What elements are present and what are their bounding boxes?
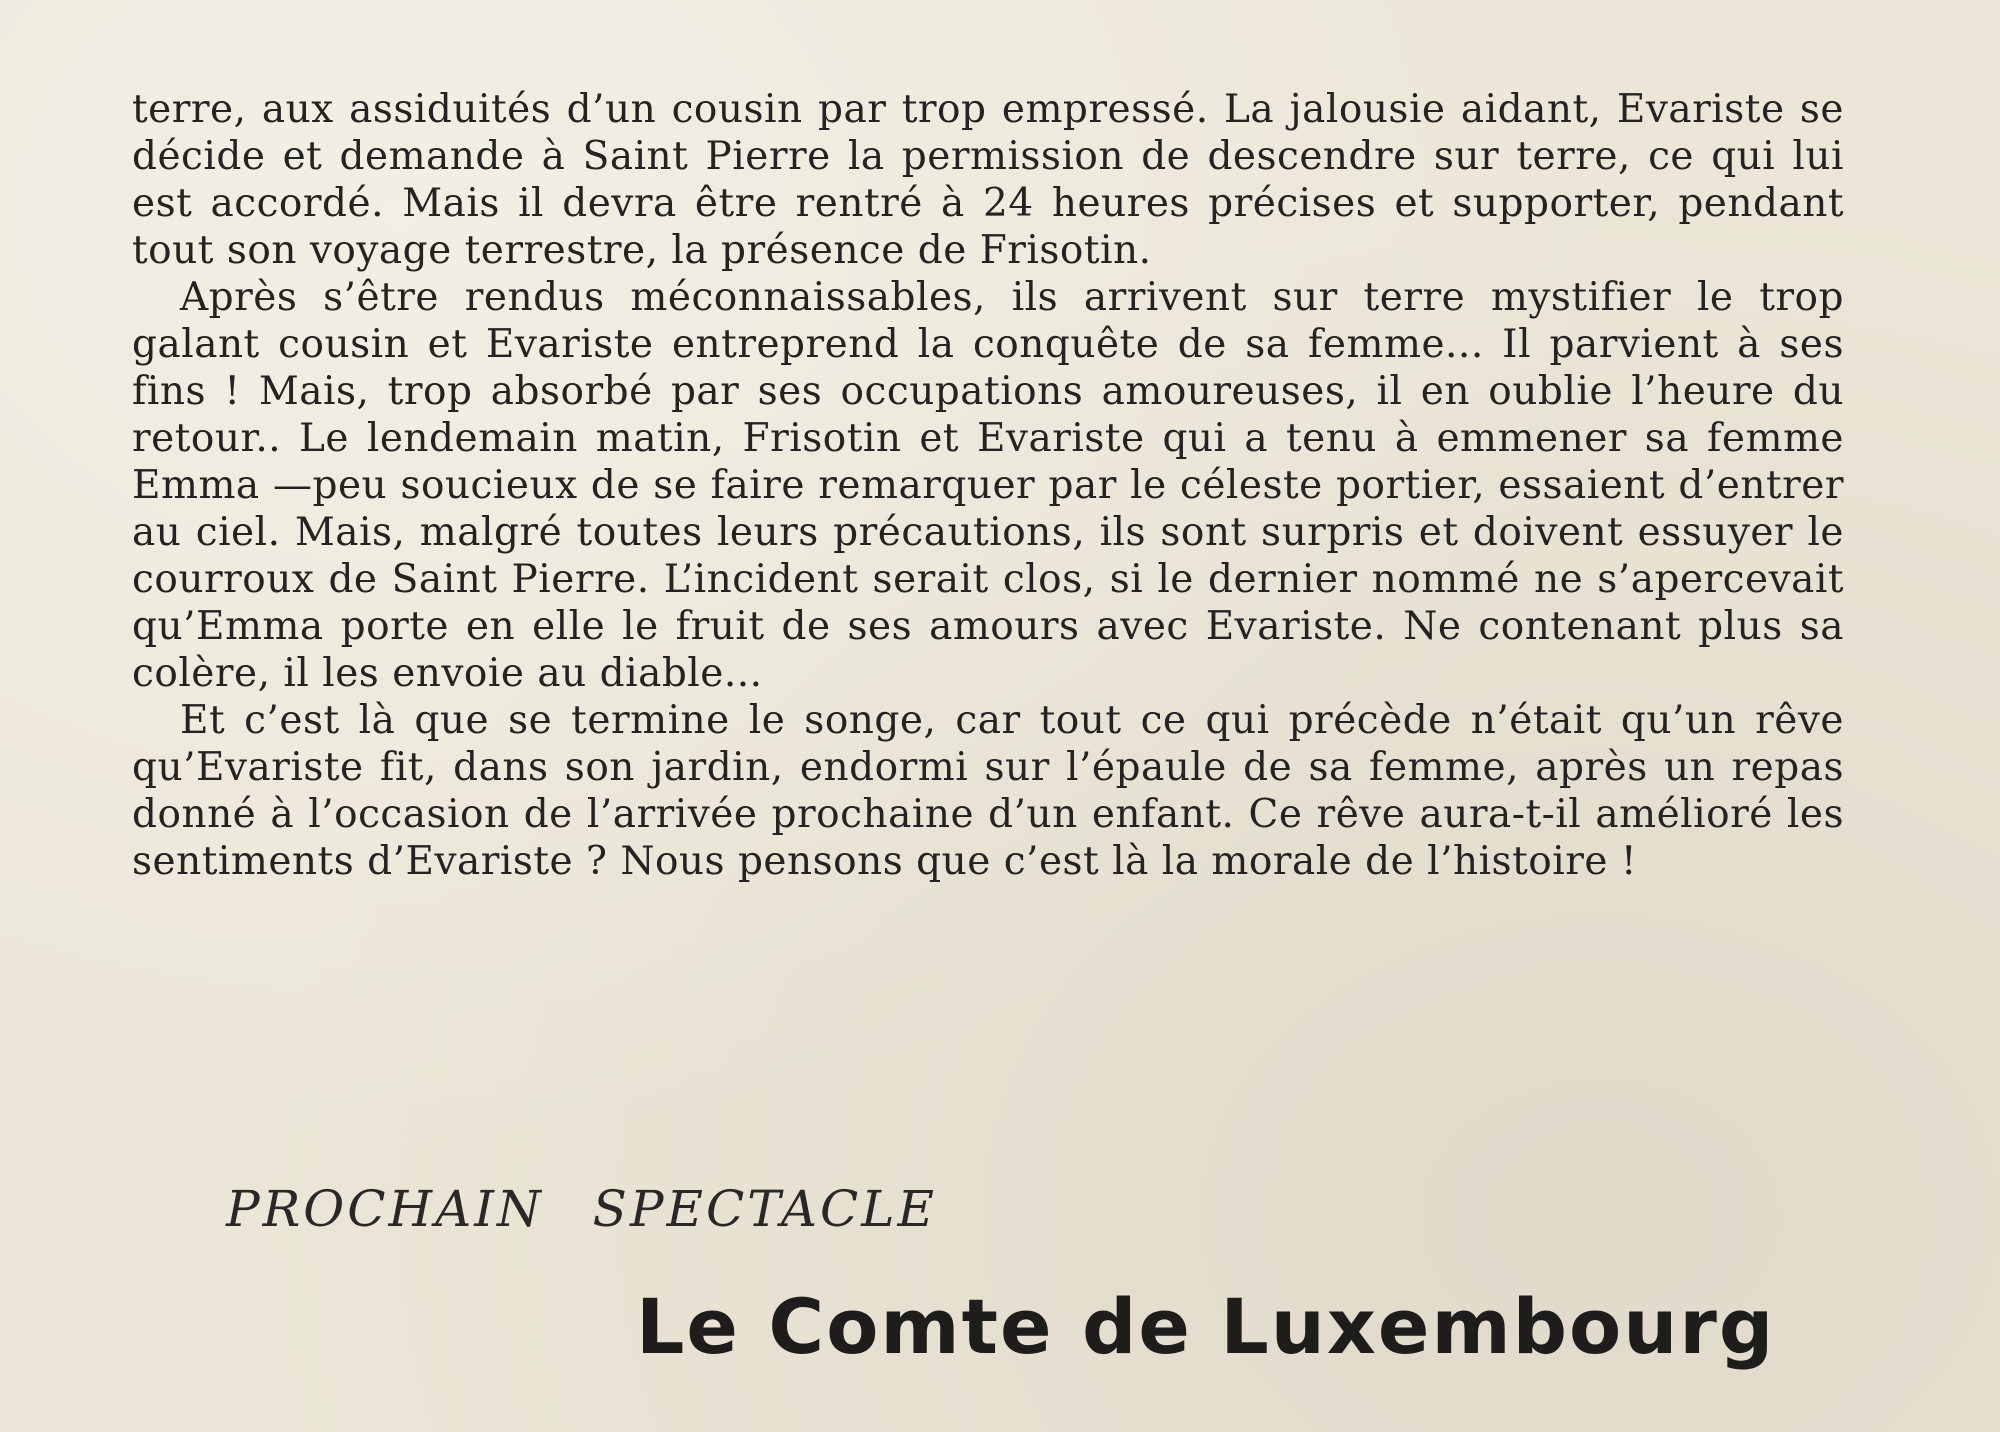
synopsis-paragraph-1: terre, aux assiduités d’un cousin par trop empressé. La jalousie aidant, Evariste se décide et demande à Saint Pierre la permission de descendre sur terre, ce qui lui est accordé. Mais il devra être rentré à 24 heures précises et supporter, pendant tout son voyage terrestre, la présence de Frisotin. xyxy=(132,87,1844,273)
next-show-title: Le Comte de Luxembourg xyxy=(636,1282,1776,1371)
next-show-heading: PROCHAIN SPECTACLE xyxy=(226,1180,937,1238)
synopsis-paragraph-3: Et c’est là que se termine le songe, car tout ce qui précède n’était qu’un rêve qu’Evariste fit, dans son jardin, endormi sur l’épaule de sa femme, après un repas donné à l’occasion de l’arrivée prochaine d’un enfant. Ce rêve aura-t-il amélioré les sentiments d’Evariste ? Nous pensons que c’est là la morale de l’histoire ! xyxy=(132,698,1844,884)
synopsis-text xyxy=(132,86,1844,885)
synopsis-paragraph-2: Après s’être rendus méconnaissables, ils arrivent sur terre mystifier le trop galant cousin et Evariste entreprend la conquête de sa femme... Il parvient à ses fins ! Mais, trop absorbé par ses occupations amoureuses, il en oublie l’heure du retour.. Le lendemain matin, Frisotin et Evariste qui a tenu à emmener sa femme Emma —peu soucieux de se faire remarquer par le céleste portier, essaient d’entrer au ciel. Mais, malgré toutes leurs précautions, ils sont surpris et doivent essuyer le courroux de Saint Pierre. L’incident serait clos, si le dernier nommé ne s’apercevait qu’Emma porte en elle le fruit de ses amours avec Evariste. Ne contenant plus sa colère, il les envoie au diable... xyxy=(132,275,1844,696)
